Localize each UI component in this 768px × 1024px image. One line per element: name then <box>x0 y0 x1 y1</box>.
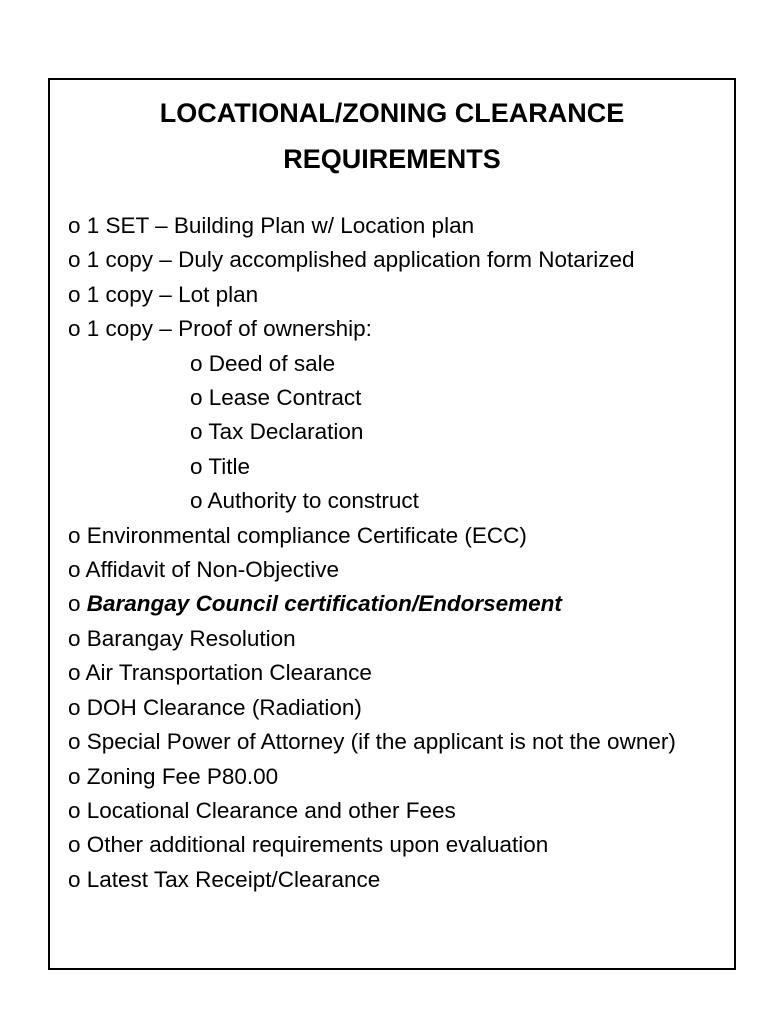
list-item-text: Barangay Resolution <box>86 625 296 651</box>
bullet-marker: o <box>68 557 86 583</box>
list-item-text: Zoning Fee P80.00 <box>86 763 279 789</box>
list-item-text: Affidavit of Non-Objective <box>85 557 339 583</box>
list-item-text: Title <box>208 453 251 479</box>
list-item <box>68 209 716 243</box>
bullet-marker: o <box>68 660 86 686</box>
list-item <box>68 553 716 587</box>
sub-list-item <box>68 381 716 415</box>
sub-list-item <box>68 450 716 484</box>
bullet-marker: o <box>68 247 87 273</box>
bullet-marker: o <box>190 419 209 445</box>
bullet-marker: o <box>68 763 87 789</box>
list-item <box>68 794 716 828</box>
list-item-text: Other additional requirements upon evaluation <box>86 832 549 858</box>
bullet-marker: o <box>190 488 208 514</box>
list-item-text: Air Transportation Clearance <box>85 660 372 686</box>
list-item <box>68 725 716 759</box>
bullet-marker: o <box>68 729 87 755</box>
sub-list-item <box>68 484 716 518</box>
list-item <box>68 312 716 346</box>
list-item-text: Latest Tax Receipt/Clearance <box>86 866 381 892</box>
list-item-text: Locational Clearance and other Fees <box>86 797 456 823</box>
list-item <box>68 587 716 621</box>
list-item <box>68 278 716 312</box>
list-item <box>68 828 716 862</box>
list-item <box>68 691 716 725</box>
list-item-text: Environmental compliance Certificate (ECC) <box>86 522 527 548</box>
bullet-marker: o <box>68 832 87 858</box>
bullet-marker: o <box>68 591 87 617</box>
title-line-2: REQUIREMENTS <box>283 144 501 174</box>
requirements-list <box>68 209 716 897</box>
bullet-marker: o <box>68 522 87 548</box>
bullet-marker: o <box>190 350 209 376</box>
list-item-text: Special Power of Attorney (if the applicant is not the owner) <box>86 729 676 755</box>
list-item-text: DOH Clearance (Radiation) <box>86 694 362 720</box>
requirements-box <box>48 78 736 970</box>
document-title <box>50 90 734 182</box>
title-line-1: LOCATIONAL/ZONING CLEARANCE <box>159 98 625 128</box>
list-item-text-emphasized: Barangay Council certification/Endorsement <box>86 591 562 617</box>
bullet-marker: o <box>68 281 87 307</box>
list-item <box>68 519 716 553</box>
bullet-marker: o <box>190 453 209 479</box>
bullet-marker: o <box>68 316 87 342</box>
list-item-text: Deed of sale <box>208 350 336 376</box>
bullet-marker: o <box>68 694 87 720</box>
list-item-text: 1 copy – Proof of ownership: <box>86 316 372 342</box>
list-item <box>68 760 716 794</box>
bullet-marker: o <box>68 625 87 651</box>
list-item <box>68 243 716 277</box>
sub-list-item <box>68 347 716 381</box>
list-item-text: Lease Contract <box>208 385 362 411</box>
sub-list-item <box>68 415 716 449</box>
bullet-marker: o <box>68 797 87 823</box>
list-item-text: 1 copy – Lot plan <box>86 281 259 307</box>
bullet-marker: o <box>68 866 87 892</box>
list-item-text: Authority to construct <box>207 488 419 514</box>
list-item-text: Tax Declaration <box>208 419 364 445</box>
list-item-text: 1 copy – Duly accomplished application form Notarized <box>86 247 635 273</box>
list-item-text: 1 SET – Building Plan w/ Location plan <box>86 213 475 238</box>
bullet-marker: o <box>68 213 87 238</box>
list-item <box>68 622 716 656</box>
list-item <box>68 656 716 690</box>
list-item <box>68 863 716 897</box>
bullet-marker: o <box>190 385 209 411</box>
